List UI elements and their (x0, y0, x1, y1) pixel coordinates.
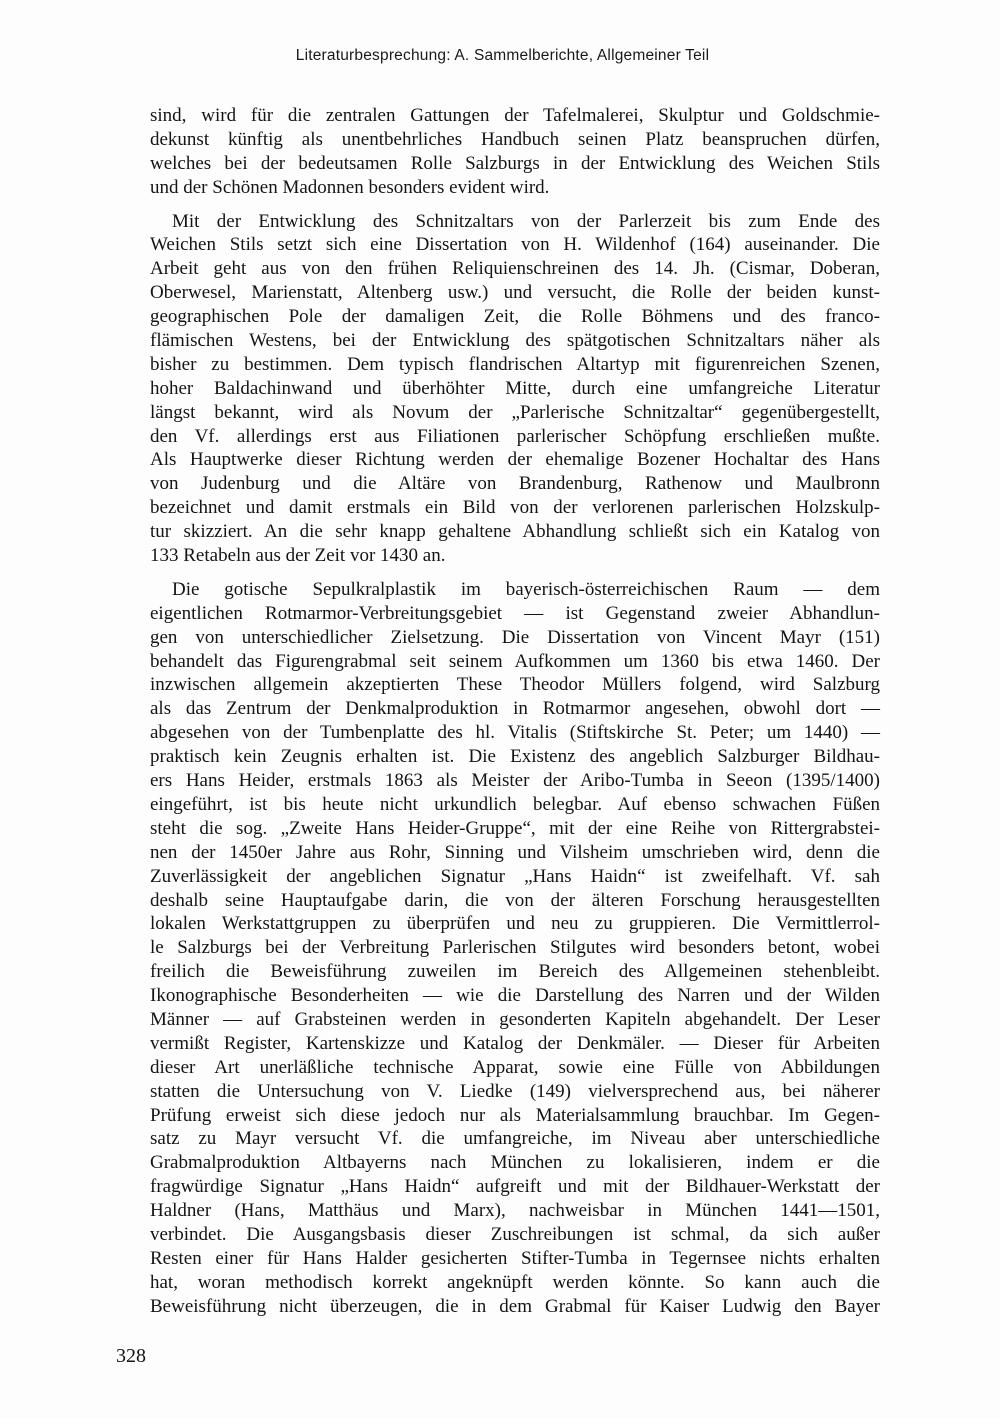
text-line: Männer — auf Grabsteinen werden in gesonderten Kapiteln abgehandelt. Der Leser (150, 1008, 880, 1030)
paragraph (150, 578, 880, 1319)
text-line: sind, wird für die zentralen Gattungen der Tafelmalerei, Skulptur und Goldschmie- (150, 105, 880, 126)
text-line: nen der 1450er Jahre aus Rohr, Sinning und Vilsheim umschrieben wird, denn die (150, 841, 880, 863)
text-line: deshalb seine Hauptaufgabe darin, die von der älteren Forschung herausgestellten (150, 889, 880, 911)
text-line: gen von unterschiedlicher Zielsetzung. Die Dissertation von Vincent Mayr (151) (150, 626, 880, 648)
paragraph (150, 210, 880, 568)
text-line: verbindet. Die Ausgangsbasis dieser Zuschreibungen ist schmal, da sich außer (150, 1223, 880, 1245)
text-line: dekunst künftig als unentbehrliches Handbuch seinen Platz beanspruchen dürfen, (150, 128, 880, 150)
text-line: vermißt Register, Kartenskizze und Katalog der Denkmäler. — Dieser für Arbeiten (150, 1032, 880, 1054)
text-line: Oberwesel, Marienstatt, Altenberg usw.) und versucht, die Rolle der beiden kunst- (150, 282, 880, 304)
text-line: flämischen Westens, bei der Entwicklung des spätgotischen Schnitzaltars näher als (150, 330, 880, 352)
text-line: le Salzburgs bei der Verbreitung Parlerischen Stilgutes wird besonders betont, wobei (150, 937, 880, 959)
text-line: freilich die Beweisführung zuweilen im Bereich des Allgemeinen stehenbleibt. (150, 961, 880, 983)
text-line: geographischen Pole der damaligen Zeit, die Rolle Böhmens und des franco- (150, 306, 880, 328)
text-line: eigentlichen Rotmarmor-Verbreitungsgebiet — ist Gegenstand zweier Abhandlun- (150, 602, 880, 624)
body-text (150, 104, 880, 1329)
text-line: als das Zentrum der Denkmalproduktion in Rotmarmor angesehen, obwohl dort — (150, 698, 880, 720)
text-line: Die gotische Sepulkralplastik im bayerisch-österreichischen Raum — dem (172, 578, 880, 600)
paragraph (150, 104, 880, 200)
text-line: tur skizziert. An die sehr knapp gehaltene Abhandlung schließt sich ein Katalog von (150, 521, 880, 543)
text-line: Haldner (Hans, Matthäus und Marx), nachweisbar in München 1441—1501, (150, 1200, 880, 1222)
text-line: Prüfung erweist sich diese jedoch nur als Materialsammlung brauchbar. Im Gegen- (150, 1104, 880, 1126)
text-line: lokalen Werkstattgruppen zu überprüfen und neu zu gruppieren. Die Vermittlerrol- (150, 913, 880, 935)
text-line: eingeführt, ist bis heute nicht urkundlich belegbar. Auf ebenso schwachen Füßen (150, 793, 880, 815)
text-line: fragwürdige Signatur „Hans Haidn“ aufgreift und mit der Bildhauer-Werkstatt der (150, 1176, 880, 1198)
text-line: welches bei der bedeutsamen Rolle Salzburgs in der Entwicklung des Weichen Stils (150, 152, 880, 174)
text-line: hoher Baldachinwand und überhöhter Mitte, durch eine umfangreiche Literatur (150, 377, 880, 399)
text-line: bezeichnet und damit erstmals ein Bild von der verlorenen parlerischen Holzskulp- (150, 497, 880, 519)
text-line: abgesehen von der Tumbenplatte des hl. Vitalis (Stiftskirche St. Peter; um 1440) — (150, 722, 880, 744)
text-line: satz zu Mayr versucht Vf. die umfangreiche, im Niveau aber unterschiedliche (150, 1128, 880, 1150)
text-line: dieser Art unerläßliche technische Apparat, sowie eine Fülle von Abbildungen (150, 1056, 880, 1078)
text-line: behandelt das Figurengrabmal seit seinem Aufkommen um 1360 bis etwa 1460. Der (150, 650, 880, 672)
page-number: 328 (116, 1345, 146, 1367)
text-line: inzwischen allgemein akzeptierten These Theodor Müllers folgend, wird Salzburg (150, 674, 880, 696)
text-line: den Vf. allerdings erst aus Filiationen parlerischer Schöpfung erschließen mußte. (150, 425, 880, 447)
text-line: statten die Untersuchung von V. Liedke (149) vielversprechend aus, bei näherer (150, 1080, 880, 1102)
text-line: Resten einer für Hans Halder gesicherten Stifter-Tumba in Tegernsee nichts erhalten (150, 1247, 880, 1269)
text-line: Beweisführung nicht überzeugen, die in dem Grabmal für Kaiser Ludwig den Bayer (150, 1295, 880, 1317)
text-line: Arbeit geht aus von den frühen Reliquienschreinen des 14. Jh. (Cismar, Doberan, (150, 258, 880, 280)
text-line: praktisch kein Zeugnis erhalten ist. Die Existenz des angeblich Salzburger Bildhau- (150, 746, 880, 768)
text-line: bisher zu bestimmen. Dem typisch flandrischen Altartyp mit figurenreichen Szenen, (150, 353, 880, 375)
text-line: Zuverlässigkeit der angeblichen Signatur „Hans Haidn“ ist zweifelhaft. Vf. sah (150, 865, 880, 887)
text-line: steht die sog. „Zweite Hans Heider-Gruppe“, mit der eine Reihe von Rittergrabstei- (150, 817, 880, 839)
text-line: längst bekannt, wird als Novum der „Parlerische Schnitzaltar“ gegenübergestellt, (150, 401, 880, 423)
text-line: Mit der Entwicklung des Schnitzaltars von der Parlerzeit bis zum Ende des (172, 210, 880, 232)
text-line: Weichen Stils setzt sich eine Dissertation von H. Wildenhof (164) auseinander. Die (150, 234, 880, 256)
text-line: hat, woran methodisch korrekt angeknüpft werden könnte. So kann auch die (150, 1271, 880, 1293)
text-line: Ikonographische Besonderheiten — wie die Darstellung des Narren und der Wilden (150, 985, 880, 1007)
text-line: Als Hauptwerke dieser Richtung werden der ehemalige Bozener Hochaltar des Hans (150, 449, 880, 471)
text-line: und der Schönen Madonnen besonders evident wird. (150, 176, 550, 198)
text-line: von Judenburg und die Altäre von Brandenburg, Rathenow und Maulbronn (150, 473, 880, 495)
running-header: Literaturbesprechung: A. Sammelberichte, Allgemeiner Teil (295, 47, 710, 64)
text-line: Grabmalproduktion Altbayerns nach München zu lokalisieren, indem er die (150, 1152, 880, 1174)
text-line: 133 Retabeln aus der Zeit vor 1430 an. (150, 545, 446, 567)
text-line: ers Hans Heider, erstmals 1863 als Meister der Aribo-Tumba in Seeon (1395/1400) (150, 770, 880, 792)
